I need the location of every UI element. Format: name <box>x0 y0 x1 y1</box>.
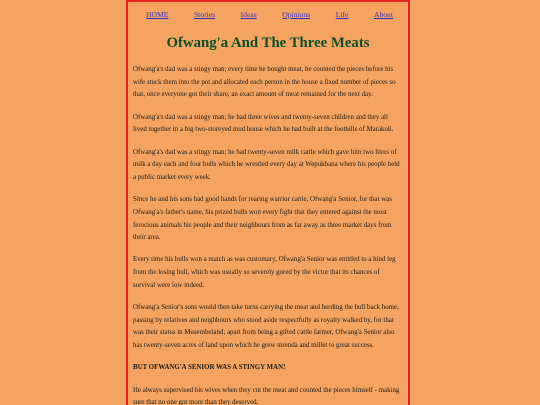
nav-link-opinions[interactable]: Opinions <box>282 10 311 19</box>
article-paragraph: Ofwang'a's dad was a stingy man; every time he bought meat, he counted the pieces before his wife stuck them into the pot and allocated each person in the house a fixed number of pieces so that, once everyone got their share, an exact amount of meat remained for the next day. <box>133 66 396 99</box>
nav-link-about[interactable]: About <box>373 10 393 19</box>
article-paragraph: He always supervised his wives when they cut the meat and counted the pieces himself - making sure that no one got more than they deserved. <box>133 386 400 405</box>
article-paragraph: Ofwang'a Senior's sons would then take turns carrying the meat and herding the bull back home, passing by relatives and neighbours who stood aside respectfully as royalty walked by, for that was their status in Musembeland; apart from being a gifted cattle farmer, Ofwang'a Senior also has twenty-seven acres of land upon which he grew mrenda and millet to great success. <box>133 304 399 350</box>
article-paragraph: Every time his bulls won a match as was customary, Ofwang'a Senior was entitled to a hind leg from the losing bull, which was usually so severely gored by the victor that its chances of survival were low indeed. <box>133 256 396 289</box>
article-body <box>128 64 408 405</box>
top-nav <box>128 2 408 19</box>
nav-link-life[interactable]: Life <box>335 10 349 19</box>
nav-link-home[interactable]: HOME <box>146 10 169 19</box>
article-paragraph: Ofwang'a's dad was a stingy man; he had twenty-seven milk cattle which gave him two litres of milk a day each and four bulls which he wrestled every day at Wepukhana where his people held a public market every week. <box>133 148 400 181</box>
article-title: Ofwang'a And The Three Meats <box>166 35 370 51</box>
article-paragraph: Since he and his sons had good hands for rearing warrior cattle, Ofwang'a Senior, for that was Ofwang'a's father's name, his prized bulls won every fight that they entered against the most ferocious animals his people and their neighbours from as far away as three market days from their area. <box>133 196 392 242</box>
article-paragraph: Ofwang'a's dad was a stingy man; he had three wives and twenty-seven children and they all lived together in a big two-storeyed mud house which he had built at the foothills of Marakoli. <box>133 113 394 134</box>
nav-link-ideas[interactable]: Ideas <box>240 10 257 19</box>
page-frame <box>126 0 410 405</box>
article-emphasis-line: BUT OFWANG'A SENIOR WAS A STINGY MAN! <box>133 364 286 372</box>
nav-link-stories[interactable]: Stories <box>193 10 216 19</box>
